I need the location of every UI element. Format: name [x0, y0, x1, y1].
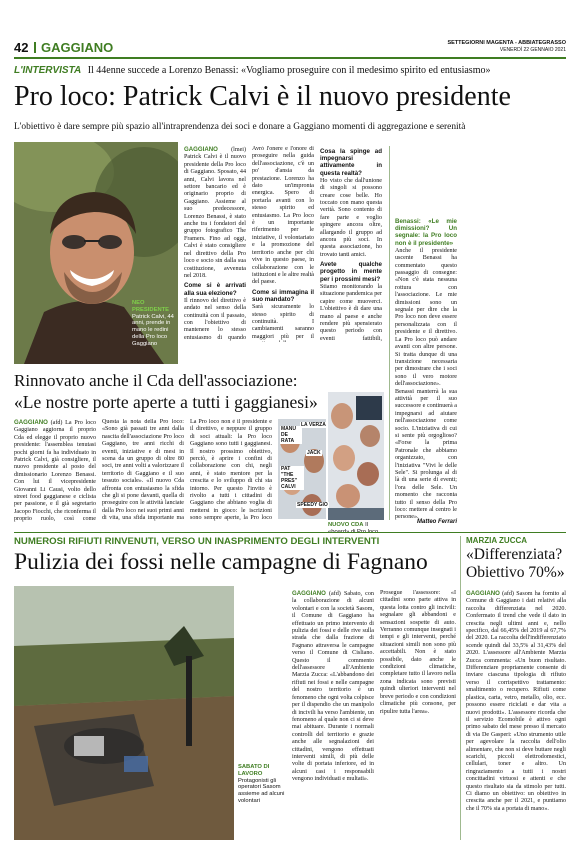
ditch-illustration — [14, 586, 234, 840]
sidebar-box — [395, 146, 457, 526]
cda-label-4: PAT "THE PRES" CALVI — [280, 466, 304, 490]
article1-col2-question-1: Come si immagina il suo mandato? — [252, 288, 314, 303]
article3-photo-caption-title: SABATO DI LAVORO — [238, 764, 270, 777]
page-number: 42 — [14, 40, 29, 55]
cda-photo — [328, 392, 384, 520]
cda-label-5: SPEEDY GIO — [297, 502, 328, 508]
sidebar-title: Benassi: «Le mie dimissioni? Un segnale: la Pro loco non è il presidente» — [395, 218, 457, 247]
article4-column-1 — [466, 590, 566, 840]
article4-dateline: GAGGIANO — [466, 590, 500, 597]
section-name: GAGGIANO — [41, 40, 114, 55]
header-rule — [14, 57, 566, 59]
article3-overline: NUMEROSI RIFIUTI RINVENUTI, VERSO UN INASPRIMENTO DEGLI INTERVENTI — [14, 536, 380, 547]
article1-col3-question-1: Cosa la spinge ad impegnarsi attivamente in questa realtà? — [320, 148, 382, 177]
article2-headline: «Le nostre porte aperte a tutti i gaggianesi» — [14, 392, 318, 412]
article4-dateline-tag: (afd) — [502, 591, 514, 597]
cda-label-list — [278, 420, 326, 518]
article1-photo-caption-text: Patrick Calvi, 44 anni, prende in mano le redini della Pro loco Gaggiano — [132, 313, 174, 347]
article3-photo-caption — [238, 764, 286, 805]
article3-dateline-tag: (afd) — [328, 591, 341, 597]
article1-col3-p1: Ho visto che dall'unione di singoli si possono creare cose belle. Ho toccato con mano questa verità. Sono contento di fare parte e voglio spingere ancora oltre, allargando il gruppo ad ancora più soci. In questa associazione, ho trovato tanti amici. — [320, 177, 382, 258]
article1-column-1 — [184, 146, 246, 342]
sidebar-author: Matteo Ferrari — [416, 519, 457, 525]
cda-label-3: JACK — [307, 450, 321, 456]
article1-photo-caption-title: NEO PRESIDENTE — [132, 300, 170, 313]
article1-col1-p1: Patrick Calvi è il nuovo presidente della Pro loco di Gaggiano. Sposato, 44 anni, Calvi lavora nel settore bancario ed è originario proprio di Gaggiano. Assieme al suo predecessore, Lorenzo Benassi, è stato anche tra i fondatori del gruppo fotografico The Framers. Fino ad oggi, Calvi è stato consigliere nel direttivo della Pro loco e socio sin dalla sua costituzione, avvenuta nel 2018. — [184, 154, 246, 279]
article4-col1-text: Sasom ha fornito al Comune di Gaggiano i dati relativi alla raccolta differenziata nel 2020. Confermato il trend che vede il dato in crescita negli ultimi anni e, nello specifico, dal 66,45% del 2019 al 67,7% del 2020. La raccolta dell'indifferenziato scende quindi dal 33,5% al 31,43% del 2020. L'assessore all'Ambiente Marzia Zucca commenta: «Un buon risultato. Differenziare propriamente consente di inviare ciascuna tipologia di rifiuto verso il corrispettivo trattamento: smaltimento o recupero. Rifiuti come plastica, carta, vetro, metallo, olio, ecc. possono essere riciclati e dar vita a nuovi prodotti». L'assessore ricorda che il servizio Ecomobile è attivo ogni primo sabato del mese presso il mercato di via De Gasperi: «Uno strumento utile per agevolare la raccolta dell'olio alimentare, che non si deve buttare negli scarichi, piccoli elettrodomestici, cellulari, toner e altro. Un ringraziamento a tutti i nostri concittadini virtuosi e attenti e che questo risultato sia da stimolo per tutti. Ci diamo un obiettivo: un obiettivo in crescita anche per il 2021, e puntiamo che il 70% sia a portata di mano». — [466, 591, 566, 812]
page-header — [14, 40, 566, 56]
article1-overline-text: Il 44enne succede a Lorenzo Benassi: «Vogliamo proseguire con il medesimo spirito ed entusiasmo» — [87, 65, 491, 76]
sidebar-body: Anche il presidente uscente Benassi ha commentato questo passaggio di consegne: «Non c'è stata nessuna rottura con l'associazione. Le mie dimissioni sono un segnale per dire che la Pro loco non deve essere personalizzata con il presidente e il direttivo. La Pro loco può andare avanti con altre persone. Si tratta dunque di una transizione necessaria per dimostrare che i soci sono il vero motore dell'associazione». Benassi manterrà la sua attività per il suo successore e continuerà a impegnarsi ad aiutare nell'associazione come socio. L'iniziativa di cui si sente più orgoglioso? «Forse la prima Patronale che abbiamo organizzato, con l'iniziativa "Vivi le delle Sele". Si prolunga al di là di una serie di eventi; l'ora delle Sele. Un momento che racconta tutto il senso della Pro loco: mettere al centro le persone». — [395, 247, 457, 521]
article1-standfirst: L'obiettivo è dare sempre più spazio all'intraprendenza dei soci e donare a Gaggiano momenti di aggregazione e serenità — [14, 122, 466, 132]
article1-column-3 — [320, 146, 382, 342]
article3-dateline: GAGGIANO — [292, 590, 326, 597]
article1-col1-question-1: Come si è arrivati alla sua elezione? — [184, 282, 246, 297]
publication-date: VENERDÌ 22 GENNAIO 2021 — [499, 47, 566, 53]
article2-column-1 — [14, 419, 96, 523]
cda-label-2: LA VERZA — [301, 422, 326, 428]
article1-headline: Pro loco: Patrick Calvi è il nuovo presidente — [14, 81, 511, 112]
article2-column-2 — [102, 419, 184, 523]
article1-col2-p2: Sarà sicuramente lo stesso spirito di continuità. I cambiamenti saranno maggiori più per il — [252, 304, 314, 340]
article1-col1-p2: Il rinnovo del direttivo è andato nel senso della continuità con il passato, con l'obiettivo di mantenere lo stesso entusiasmo di quando — [184, 297, 246, 341]
article2-col3-text: La Pro loco non è il presidente e il direttivo, e neppure il gruppo di soci attuali: la Pro loco Gaggiano sono tutti i gaggianesi. Il nostro prossimo obiettivo, perciò, è aprire i confini di collaborazione con chi, negli anni, è stato mentore per la crescita e lo sviluppo di chi sta intorno. Per questo l'invito è rivolto a tutti i cittadini di Gaggiano che abbiano voglia di mettersi in gioco: le iscrizioni sono sempre aperte, la Pro loco — [190, 419, 272, 522]
article2-dateline: GAGGIANO — [14, 419, 48, 426]
cda-collage — [328, 392, 384, 520]
article1-col2-p1: Avrò l'onere e l'onore di proseguire nella guida dell'associazione, c'è un po' d'ansia da prestazione. Lorenzo ha dato un'impronta energica. Spero di portarla avanti con lo stesso spirito ed entusiasmo. La Pro loco è un importante riferimento per le iniziative, il volontariato e la promozione del territorio anche per chi vive in questo paese, in collaborazione con le istituzioni e le altre realtà del paese. — [252, 146, 314, 286]
article1-photo-caption — [132, 300, 176, 348]
article2-dateline-tag: (afd) — [50, 420, 63, 426]
ditch-cleaning-photo — [14, 586, 234, 840]
article3-photo-caption-text: Protagonisti gli operatori Sasom assieme ad alcuni volontari — [238, 777, 285, 804]
article4-kicker: MARZIA ZUCCA — [466, 536, 528, 545]
article2-photo-caption-text: Il — [365, 522, 368, 528]
article3-column-1 — [292, 590, 374, 840]
article1-kicker: L'INTERVISTA — [14, 65, 82, 76]
article2-overline: Rinnovato anche il Cda dell'associazione: — [14, 371, 298, 390]
patrick-calvi-photo — [14, 142, 178, 364]
article1-col3-p2: Stiamo monitorando la situazione pandemica per capire come muoverci. L'obiettivo è di dare una mano al paese e anche rendere più spensierato questo periodo con eventi fattibili, — [320, 283, 382, 342]
article3-col2-text: Prosegue l'assessore: «I cittadini sono parte attiva in questa lotta contro gli incivili: segnalare gli abbandoni e sensazioni sospette di auto. Verranno comunque insegnati i tempi e gli interventi, perché situazioni simili non sono più accettabili. Non è stato possibile, dato anche le condizioni climatiche, completare tutto il lavoro nella zona indicata sono previsti quindi ulteriori interventi nel breve periodo e con condizioni climatiche più consone, per ripulire tutta l'area». — [380, 590, 456, 715]
article1-col3-question-2: Avete qualche progetto in mente per i prossimi mesi? — [320, 261, 382, 283]
article2-photo-caption — [328, 522, 388, 536]
article4-divider — [460, 536, 461, 840]
article3-col1-text: Sabato, con la collaborazione di alcuni volontari e con la società Sasom, il Comune di Gaggiano ha effettuato un primo intervento di pulizia dei fossi e delle rive sulla strada che dalla frazione di Fagnano attraversa le campagne verso il Comune di Cisliano. Questo il commento dell'assessore all'Ambiente Marzia Zucca: «L'abbandono dei rifiuti nei fossi e nelle campagne del nostro territorio è un fenomeno che ogni volta colpisce per il dispendio che un manipolo di incivili ha verso l'ambiente, un fenomeno al quale non ci si deve mai abituare. Durante i normali controlli del territorio e grazie anche alle segnalazioni dei cittadini, vengono effettuati interventi simili, di più delle volte di portata inferiore, ed in alcuni casi i responsabili vengono individuati e multati». — [292, 591, 374, 783]
sidebar-divider — [389, 146, 390, 520]
article2-col1-text: La Pro loco Gaggiano aggiorna il proprio Cda ed elegge il proprio nuovo presidente: l'assemblea tenutasi pochi giorni fa ha individuato in Patrick Calvi, già consigliere, il nuovo presidente al posto del dimissionario Lorenzo Benassi. Con lui il vicepresidente Giovanni Li Causi, volto dello street food gaggianese e ciclista per passione, e il già segretario Jacopo Fiocchi, che riconferma il proprio ruolo, così come — [14, 420, 96, 523]
article1-dateline: GAGGIANO — [184, 146, 218, 153]
article1-column-2 — [252, 146, 314, 342]
article3-rule — [14, 532, 566, 533]
article3-headline: Pulizia dei fossi nelle campagne di Fagnano — [14, 549, 428, 575]
article2-col2-text: Questa la nota della Pro loco: «Sono già passati tre anni dalla nascita dell'associazione Pro loco Gaggiano, tre anni ricchi di eventi, iniziative e di mesi in scena da un gruppo di oltre 80 soci, tre anni volti a valorizzare il territorio di Gaggiano e il suo tessuto sociale». «Il nuovo Cda affronta con entusiasmo la sfida che gli si pone davanti, quella di proseguire con le attività lanciate dalla Pro loco nei suoi primi anni di vita, una sfida importante ma — [102, 419, 184, 522]
article1-overline — [14, 65, 566, 76]
article3-column-2 — [380, 590, 456, 840]
article2-photo-caption-title: NUOVO CDA — [328, 522, 364, 528]
cda-label-1: MANU DE RATA — [280, 426, 302, 444]
article2-column-3 — [190, 419, 272, 523]
section-separator — [34, 42, 36, 53]
article1-dateline-tag: (lmei) — [231, 147, 246, 153]
publication-name: SETTEGIORNI MAGENTA - ABBIATEGRASSO — [447, 40, 566, 46]
article4-headline: «Differenziata? Obiettivo 70%» — [466, 546, 565, 581]
